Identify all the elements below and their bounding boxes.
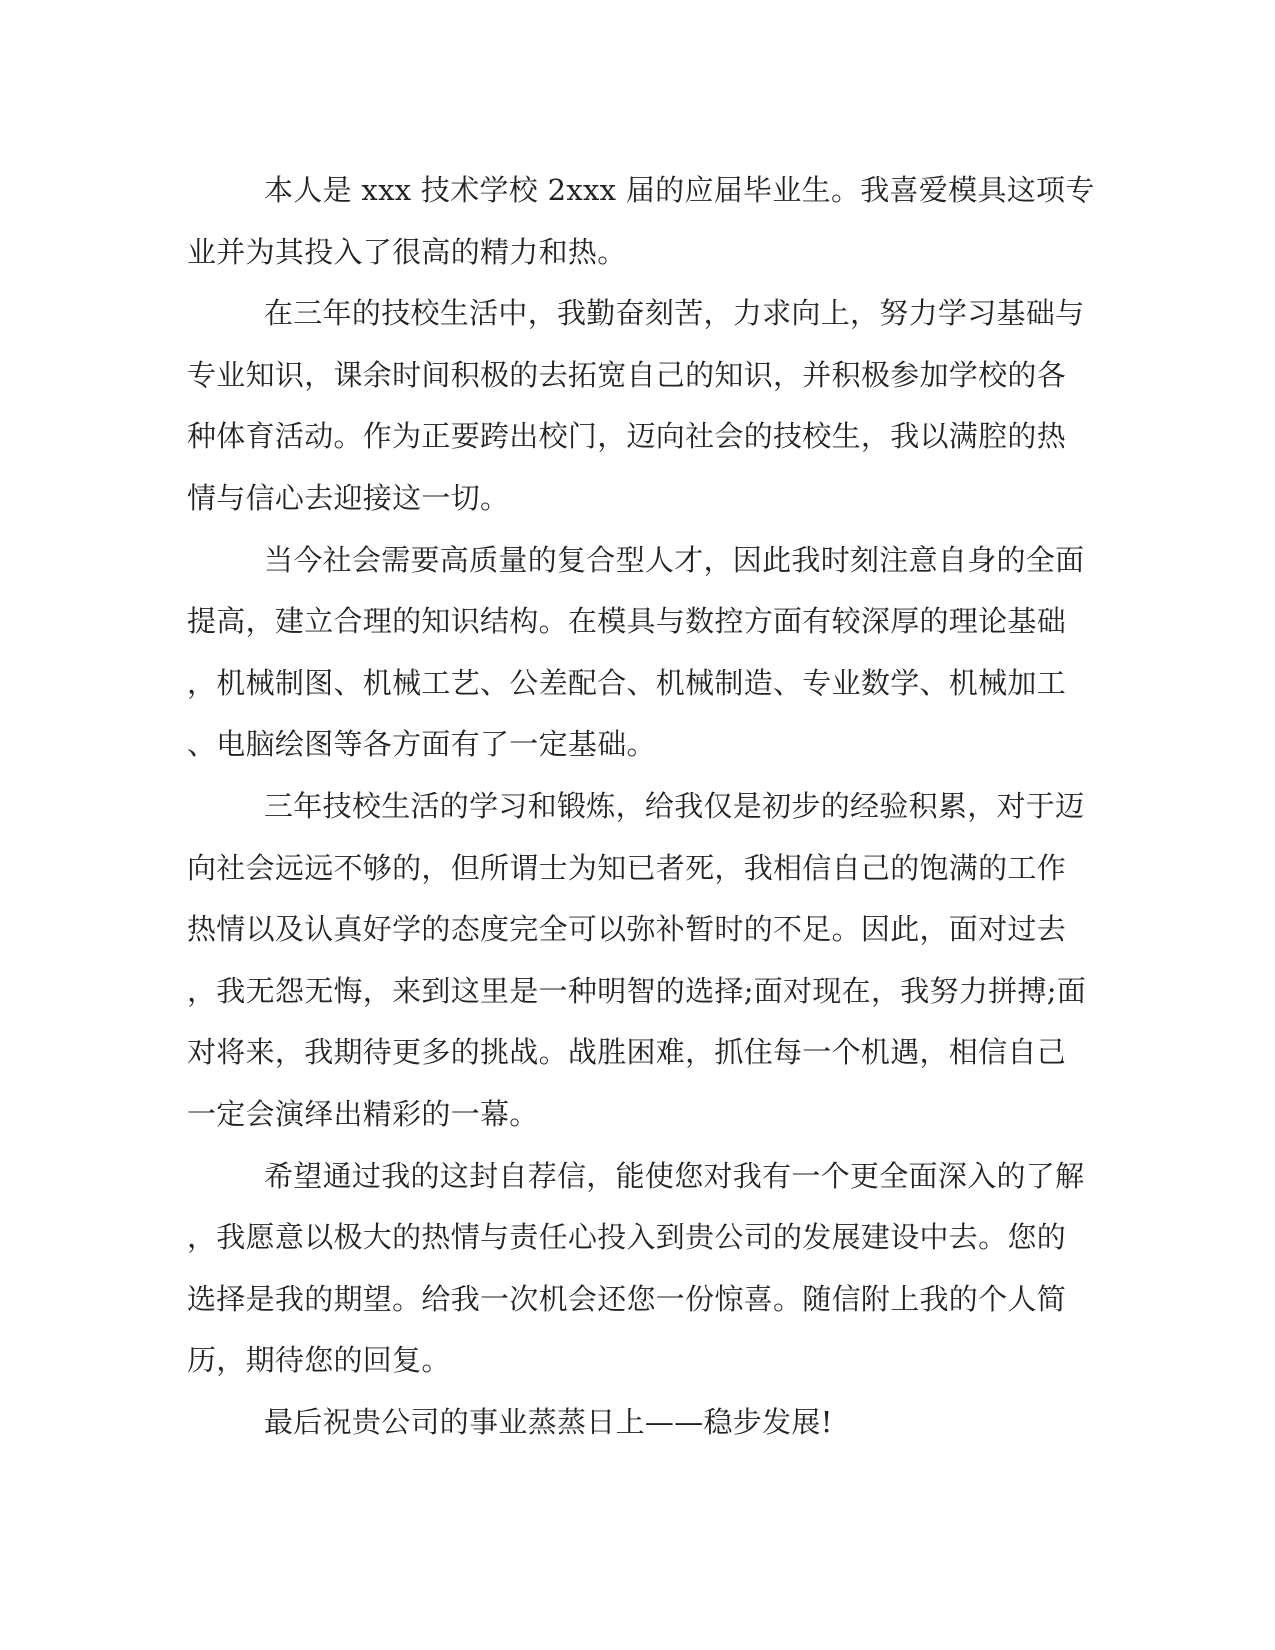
text-line: ，机械制图、机械工艺、公差配合、机械制造、专业数学、机械加工 [187, 665, 1067, 700]
text-line: 业并为其投入了很高的精力和热。 [187, 234, 627, 269]
text-line: 在三年的技校生活中，我勤奋刻苦，力求向上，努力学习基础与 [264, 296, 1085, 331]
text-line: 热情以及认真好学的态度完全可以弥补暂时的不足。因此，面对过去 [187, 912, 1067, 947]
text-line: 选择是我的期望。给我一次机会还您一份惊喜。随信附上我的个人简 [187, 1281, 1067, 1316]
text-line: ，我愿意以极大的热情与责任心投入到贵公司的发展建设中去。您的 [187, 1220, 1067, 1255]
text-line: 、电脑绘图等各方面有了一定基础。 [187, 727, 656, 762]
text-line: 本人是 xxx 技术学校 2xxx 届的应届毕业生。我喜爱模具这项专 [264, 173, 1095, 207]
text-line: 一定会演绎出精彩的一幕。 [187, 1096, 539, 1131]
text-line: 最后祝贵公司的事业蒸蒸日上——稳步发展! [264, 1404, 833, 1439]
text-line: 对将来，我期待更多的挑战。战胜困难，抓住每一个机遇，相信自己 [187, 1035, 1067, 1070]
text-line: ，我无怨无悔，来到这里是一种明智的选择;面对现在，我努力拼搏;面 [187, 973, 1087, 1008]
text-line: 情与信心去迎接这一切。 [187, 480, 510, 515]
text-line: 专业知识，课余时间积极的去拓宽自己的知识，并积极参加学校的各 [187, 357, 1067, 392]
text-line: 当今社会需要高质量的复合型人才，因此我时刻注意自身的全面 [264, 542, 1085, 577]
text-line: 提高，建立合理的知识结构。在模具与数控方面有较深厚的理论基础 [187, 604, 1067, 639]
text-line: 三年技校生活的学习和锻炼，给我仅是初步的经验积累，对于迈 [264, 788, 1085, 823]
text-line: 种体育活动。作为正要跨出校门，迈向社会的技校生，我以满腔的热 [187, 419, 1067, 454]
letter-body [187, 160, 1095, 1453]
text-line: 希望通过我的这封自荐信，能使您对我有一个更全面深入的了解 [264, 1158, 1085, 1193]
text-line: 向社会远远不够的，但所谓士为知已者死，我相信自己的饱满的工作 [187, 850, 1067, 885]
text-line: 历，期待您的回复。 [187, 1343, 451, 1378]
